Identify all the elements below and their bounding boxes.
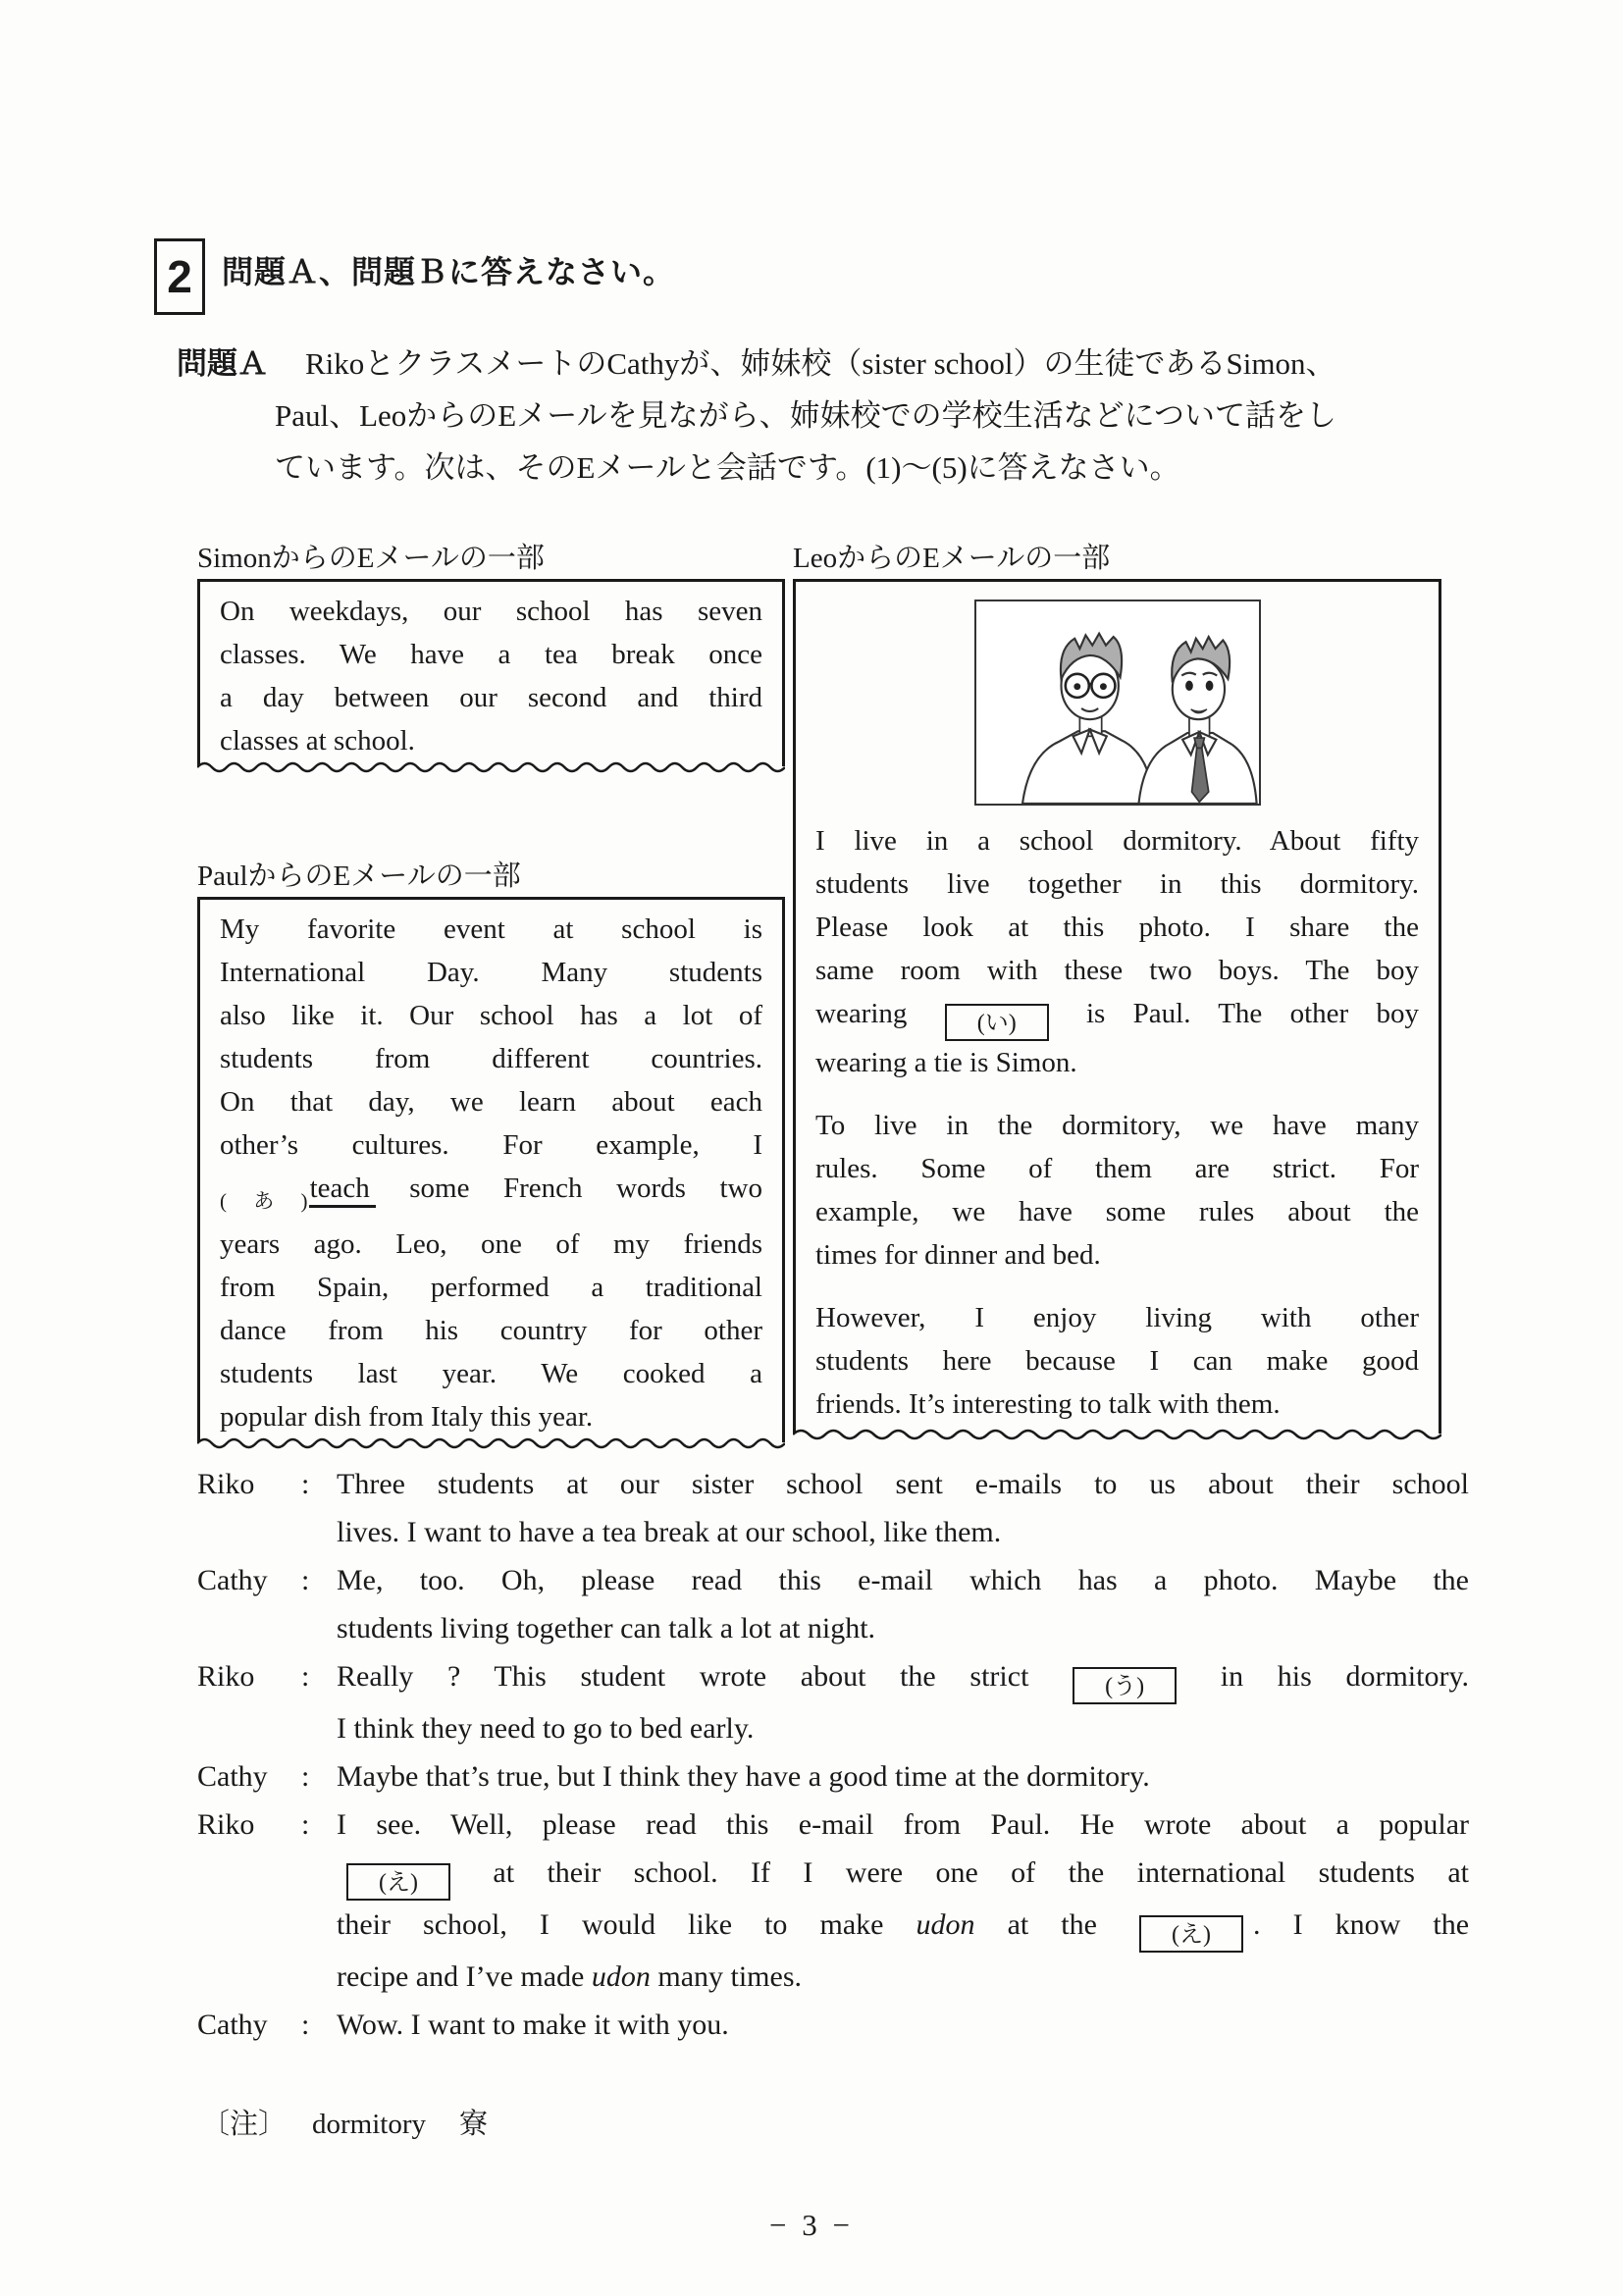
text-line: students here because I can make good — [815, 1345, 1419, 1377]
text-line: Wow. I want to make it with you. — [337, 2009, 729, 2041]
text-line: However, I enjoy living with other — [815, 1302, 1419, 1333]
paragraph — [815, 1104, 1419, 1277]
dialogue-turn — [197, 1556, 1469, 1652]
speaker-name: Cathy — [197, 1564, 268, 1596]
text-line: Please look at this photo. I share the — [815, 912, 1419, 943]
text-line: wearing a tie is Simon. — [815, 1047, 1077, 1078]
text-line: a day between our second and third — [220, 682, 762, 713]
paragraph — [220, 908, 762, 1438]
leo-email-box — [793, 579, 1441, 1434]
dialogue-turn — [197, 1752, 1469, 1800]
underlined-word: teach — [309, 1173, 376, 1208]
note-bracket: 〔注〕 — [201, 2109, 288, 2140]
text-line: students living together can talk a lot at night. — [337, 1612, 876, 1644]
text-line: lives. I want to have a tea break at our school, like them. — [337, 1516, 1002, 1548]
blank-box: (え) — [346, 1863, 450, 1901]
text-line: My favorite event at school is — [220, 913, 762, 945]
text-line: popular dish from Italy this year. — [220, 1401, 594, 1433]
dialogue-text — [337, 1556, 1469, 1652]
text-line: years ago. Leo, one of my friends — [220, 1228, 762, 1260]
speaker-colon: : — [301, 1468, 310, 1500]
text-line: I think they need to go to bed early. — [337, 1712, 755, 1745]
note-word: dormitory — [312, 2109, 427, 2140]
blank-box: (い) — [945, 1004, 1049, 1041]
vocabulary-note — [201, 2102, 488, 2142]
paragraph — [815, 819, 1419, 1084]
text-line: Me, too. Oh, please read this e-mail which has a photo. Maybe the — [337, 1564, 1469, 1596]
text-line: On weekdays, our school has seven — [220, 596, 762, 627]
paul-email-box — [197, 897, 785, 1442]
speaker-name: Riko — [197, 1468, 255, 1500]
text-line: classes. We have a tea break once — [220, 639, 762, 670]
text-line: recipe and I’ve made udon many times. — [337, 1960, 803, 1993]
underline-label: (あ) — [220, 1189, 308, 1213]
dialogue-text — [337, 2001, 1469, 2049]
torn-edge-decoration — [197, 758, 785, 776]
italic-word: udon — [591, 1960, 651, 1993]
text-line: students from different countries. — [220, 1043, 762, 1074]
text-line: On that day, we learn about each — [220, 1086, 762, 1118]
speaker-colon: : — [301, 2009, 310, 2041]
blank-box: (う) — [1073, 1667, 1177, 1704]
dialogue-text — [337, 1752, 1469, 1800]
text-line: times for dinner and bed. — [815, 1239, 1101, 1271]
text-line: students last year. We cooked a — [220, 1358, 762, 1389]
text-line: other’s cultures. For example, I — [220, 1129, 762, 1161]
question-number: 2 — [167, 251, 192, 302]
text-line: friends. It’s interesting to talk with them. — [815, 1388, 1281, 1420]
question-number-box — [154, 238, 205, 315]
paragraph — [815, 1296, 1419, 1426]
note-meaning: 寮 — [459, 2109, 489, 2140]
text-line: To live in the dormitory, we have many — [815, 1110, 1419, 1141]
text-line: I live in a school dormitory. About fifty — [815, 825, 1419, 857]
speaker-colon: : — [301, 1808, 310, 1841]
two-boys-illustration — [976, 601, 1259, 804]
text-line: from Spain, performed a traditional — [220, 1272, 762, 1303]
text-line: Really ? This student wrote about the strict (う) in his dormitory. — [337, 1652, 1469, 1704]
speaker-name: Riko — [197, 1808, 255, 1841]
simon-email-heading: SimonからのEメールの一部 — [197, 543, 545, 574]
speaker-colon: : — [301, 1760, 310, 1793]
dialogue-turn — [197, 1800, 1469, 2001]
speaker-colon: : — [301, 1564, 310, 1596]
simon-email-text — [220, 590, 762, 762]
text-line: $_{(あ)}$teach some French words two — [220, 1173, 762, 1213]
text-line: International Day. Many students — [220, 957, 762, 988]
paul-email-heading: PaulからのEメールの一部 — [197, 861, 521, 892]
intro-line-1 — [177, 338, 1496, 390]
speaker-name: Riko — [197, 1660, 255, 1693]
italic-word: udon — [916, 1908, 975, 1941]
text-line: I see. Well, please read this e-mail from Paul. He wrote about a popular — [337, 1808, 1469, 1841]
paul-email-text — [220, 908, 762, 1438]
text-line: example, we have some rules about the — [815, 1196, 1419, 1227]
speaker-name: Cathy — [197, 2009, 268, 2041]
page-number: − 3 − — [769, 2208, 854, 2242]
text-line: Three students at our sister school sent e-mails to us about their school — [337, 1468, 1469, 1500]
paragraph — [220, 590, 762, 762]
speaker-colon: : — [301, 1660, 310, 1693]
dialogue-turn — [197, 1652, 1469, 1752]
text-line: Maybe that’s true, but I think they have a good time at the dormitory. — [337, 1760, 1150, 1793]
text-line: also like it. Our school has a lot of — [220, 1000, 762, 1031]
text-line: (え) at their school. If I were one of the international students at — [337, 1849, 1469, 1901]
speaker-name: Cathy — [197, 1760, 268, 1793]
leo-email-text — [815, 819, 1419, 1426]
dialogue-section — [197, 1460, 1469, 2049]
intro-text-1: RikoとクラスメートのCathyが、姉妹校（sister school）の生徒であるSimon、 — [305, 346, 1336, 381]
section-instruction: 問題Ａ、問題Ｂに答えなさい。 — [222, 254, 676, 289]
torn-edge-decoration — [793, 1426, 1441, 1443]
text-line: classes at school. — [220, 725, 415, 757]
text-line: rules. Some of them are strict. For — [815, 1153, 1419, 1184]
dialogue-turn — [197, 2001, 1469, 2049]
text-line: students live together in this dormitory. — [815, 868, 1419, 900]
text-line: dance from his country for other — [220, 1315, 762, 1346]
intro-line-2: Paul、LeoからのEメールを見ながら、姉妹校での学校生活などについて話をし — [275, 398, 1337, 433]
blank-box: (え) — [1139, 1915, 1243, 1953]
intro-line-3: ています。次は、そのEメールと会話です。(1)～(5)に答えなさい。 — [275, 450, 1180, 485]
torn-edge-decoration — [197, 1435, 785, 1452]
problem-a-label: 問題Ａ — [177, 346, 268, 381]
dialogue-text — [337, 1652, 1469, 1752]
simon-email-box — [197, 579, 785, 766]
text-line: their school, I would like to make udon at the (え) . I know the — [337, 1901, 1469, 1953]
dialogue-text — [337, 1460, 1469, 1556]
dialogue-turn — [197, 1460, 1469, 1556]
dormitory-photo-illustration — [974, 600, 1261, 806]
dialogue-text — [337, 1800, 1469, 2001]
text-line: same room with these two boys. The boy — [815, 955, 1419, 986]
problem-a-intro — [177, 338, 1496, 494]
text-line: wearing (い) is Paul. The other boy — [815, 992, 1419, 1041]
leo-email-heading: LeoからのEメールの一部 — [793, 543, 1111, 574]
